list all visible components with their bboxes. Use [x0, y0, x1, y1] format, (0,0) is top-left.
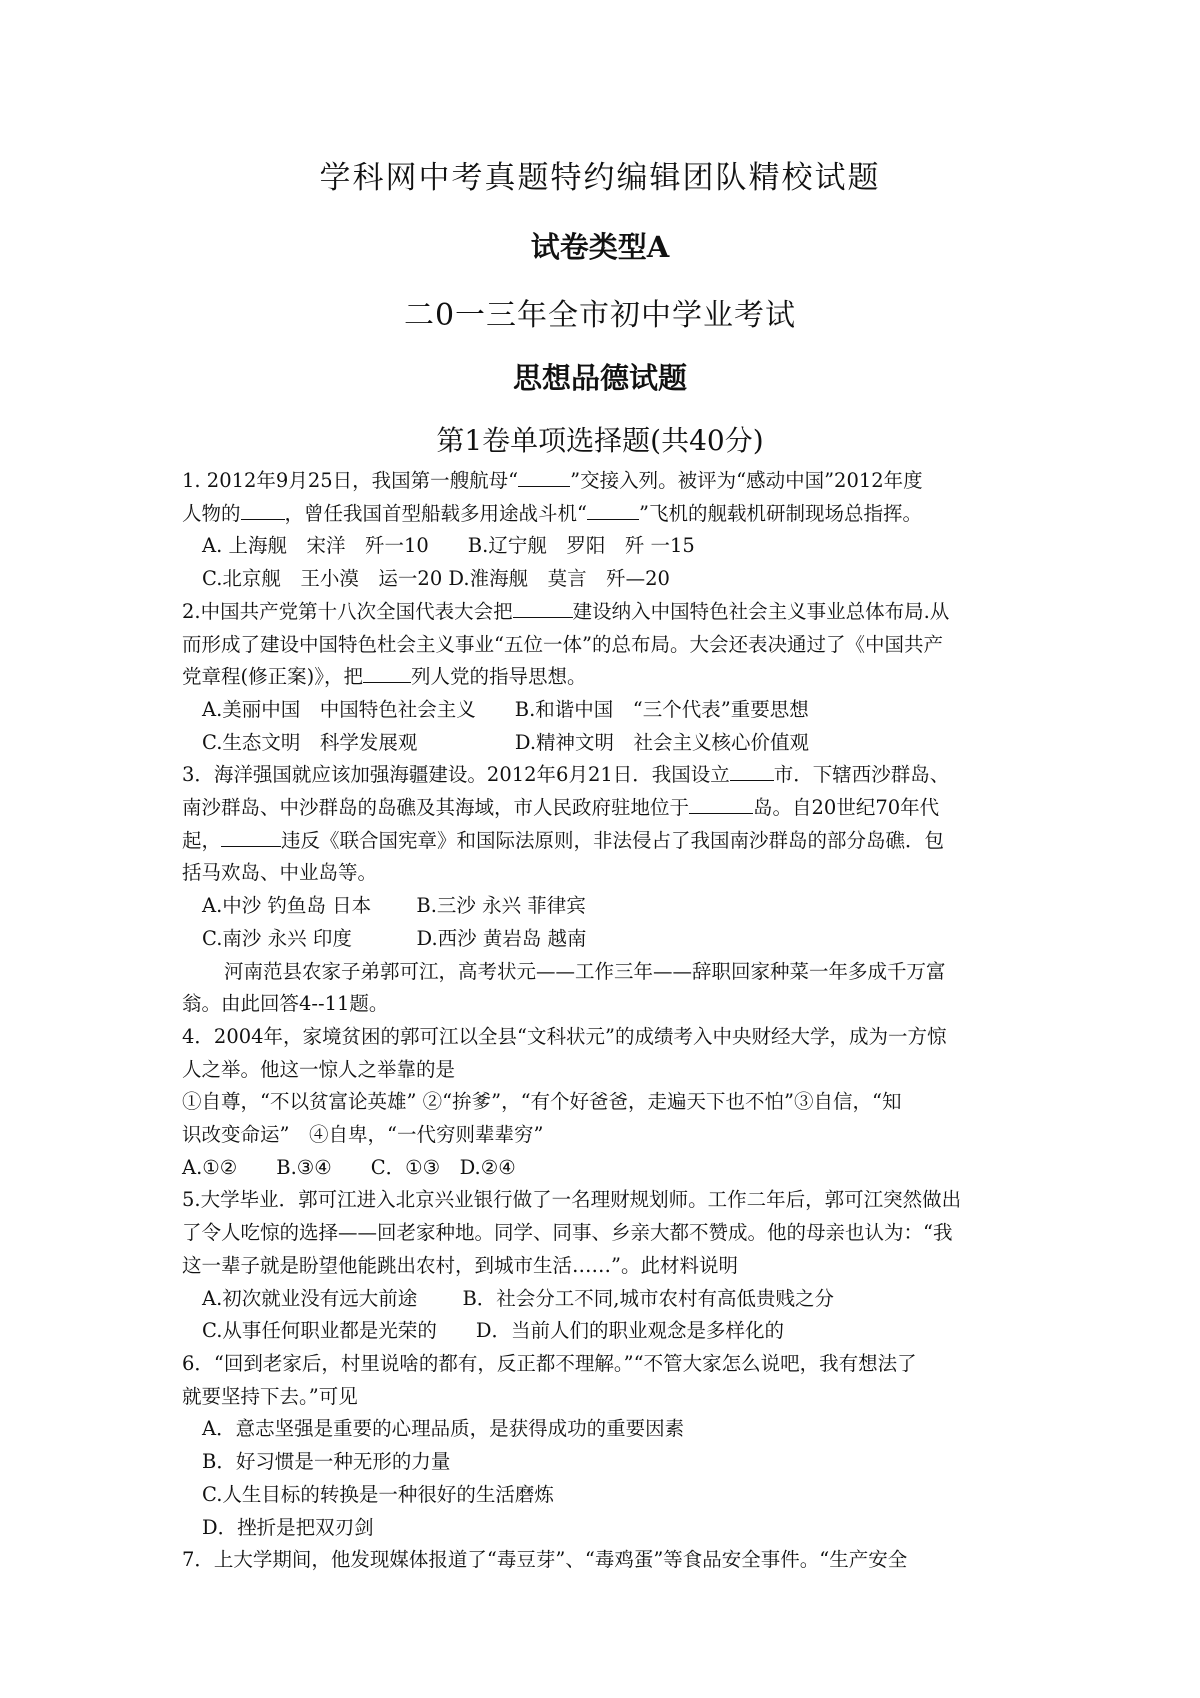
exam-title: 二0一三年全市初中学业考试: [403, 298, 797, 333]
question-2-line-3: 党章程(修正案)》，把 列人党的指导思想。: [182, 661, 1042, 694]
question-2-line-2: 而形成了建设中国特色杜会主义事业“五位一体”的总布局。大会还表决通过了《中国共产: [182, 632, 943, 656]
question-2-line-1: 2.中国共产党第十八次全国代表大会把 建设纳入中国特色社会主义事业总体布局.从: [182, 596, 1042, 629]
section-title: 第1卷单项选择题(共40分): [436, 424, 764, 457]
header-publisher-line: 学科网中考真题特约编辑团队精校试题: [319, 160, 881, 196]
question-1-options-cd: C.北京舰 王小漠 运一20 D.淮海舰 莫言 歼—20: [202, 567, 670, 591]
answer-blank: [241, 499, 285, 520]
question-6-line-1: 6．“回到老家后，村里说啥的都有，反正都不理解。”“不管大家怎么说吧，我有想法了: [182, 1351, 917, 1375]
questions-body: [182, 465, 1042, 1577]
question-5-line-2: 了令人吃惊的选择——回老家种地。同学、同事、乡亲大都不赞成。他的母亲也认为：“我: [182, 1221, 953, 1245]
question-2-options-cd: C.生态文明 科学发展观 D.精神文明 社会主义核心价值观: [202, 730, 810, 754]
question-5-options-ab: A.初次就业没有远大前途 B．社会分工不同,城市农村有高低贵贱之分: [202, 1286, 835, 1310]
question-4-line-3: ①自尊，“不以贫富论英雄” ②“拚爹”，“有个好爸爸，走遍天下也不怕”③自信，“知: [182, 1090, 902, 1114]
question-2-options-ab: A.美丽中国 中国特色社会主义 B.和谐中国 “三个代表”重要思想: [202, 697, 809, 721]
question-4-line-4: 识改变命运” ④自卑，“一代穷则辈辈穷”: [182, 1123, 544, 1147]
question-7-line-1: 7．上大学期间，他发现媒体报道了“毒豆芽”、“毒鸡蛋”等食品安全事件。“生产安全: [182, 1548, 908, 1572]
answer-blank: [587, 499, 639, 520]
material-intro-line-2: 翁。由此回答4--11题。: [182, 992, 389, 1016]
question-6-option-b: B．好习惯是一种无形的力量: [202, 1450, 451, 1474]
question-3-line-3: 起， 违反《联合国宪章》和国际法原则，非法侵占了我国南沙群岛的部分岛礁．包: [182, 825, 1042, 858]
paper-type: 试卷类型A: [530, 230, 670, 264]
answer-blank: [730, 760, 774, 781]
answer-blank: [513, 597, 573, 618]
question-4-options: A.①② B.③④ C．①③ D.②④: [182, 1155, 516, 1179]
answer-blank: [689, 793, 753, 814]
answer-blank: [518, 466, 570, 487]
material-intro-line-1: 河南范县农家子弟郭可江，高考状元——工作三年——辞职回家种菜一年多成千万富: [224, 959, 946, 983]
question-4-line-1: 4．2004年，家境贫困的郭可江以全县“文科状元”的成绩考入中央财经大学，成为一方惊: [182, 1024, 947, 1048]
answer-blank: [221, 826, 281, 847]
question-5-options-cd: C.从事任何职业都是光荣的 D．当前人们的职业观念是多样化的: [202, 1319, 785, 1343]
answer-blank: [363, 662, 411, 683]
question-4-line-2: 人之举。他这一惊人之举靠的是: [182, 1057, 456, 1081]
question-1-options-ab: A. 上海舰 宋洋 歼一10 B.辽宁舰 罗阳 歼 一15: [202, 534, 695, 558]
question-1-line-2: 人物的 ，曾任我国首型船载多用途战斗机“ ”飞机的舰载机研制现场总指挥。: [182, 498, 1042, 531]
question-6-line-2: 就要坚持下去。”可见: [182, 1384, 358, 1408]
question-5-line-3: 这一辈子就是盼望他能跳出农村，到城市生活……”。此材料说明: [182, 1253, 738, 1277]
question-3-line-4: 括马欢岛、中业岛等。: [182, 861, 378, 885]
question-1-line-1: 1. 2012年9月25日，我国第一艘航母“ ”交接入列。被评为“感动中国”2012年度: [182, 465, 1042, 498]
question-6-option-c: C.人生目标的转换是一种很好的生活磨炼: [202, 1482, 554, 1506]
question-3-options-ab: A.中沙 钓鱼岛 日本 B.三沙 永兴 菲律宾: [202, 894, 586, 918]
question-6-option-a: A．意志坚强是重要的心理品质，是获得成功的重要因素: [202, 1417, 685, 1441]
question-3-line-2: 南沙群岛、中沙群岛的岛礁及其海域，市人民政府驻地位于 岛。自20世纪70年代: [182, 792, 1042, 825]
question-3-line-1: 3．海洋强国就应该加强海疆建设。2012年6月21日．我国设立 市．下辖西沙群岛、: [182, 759, 1042, 792]
subject-title: 思想品德试题: [512, 361, 687, 395]
question-6-option-d: D．挫折是把双刃剑: [202, 1515, 374, 1539]
question-3-options-cd: C.南沙 永兴 印度 D.西沙 黄岩岛 越南: [202, 926, 587, 950]
question-5-line-1: 5.大学毕业．郭可江进入北京兴业银行做了一名理财规划师。工作二年后，郭可江突然做出: [182, 1188, 962, 1212]
